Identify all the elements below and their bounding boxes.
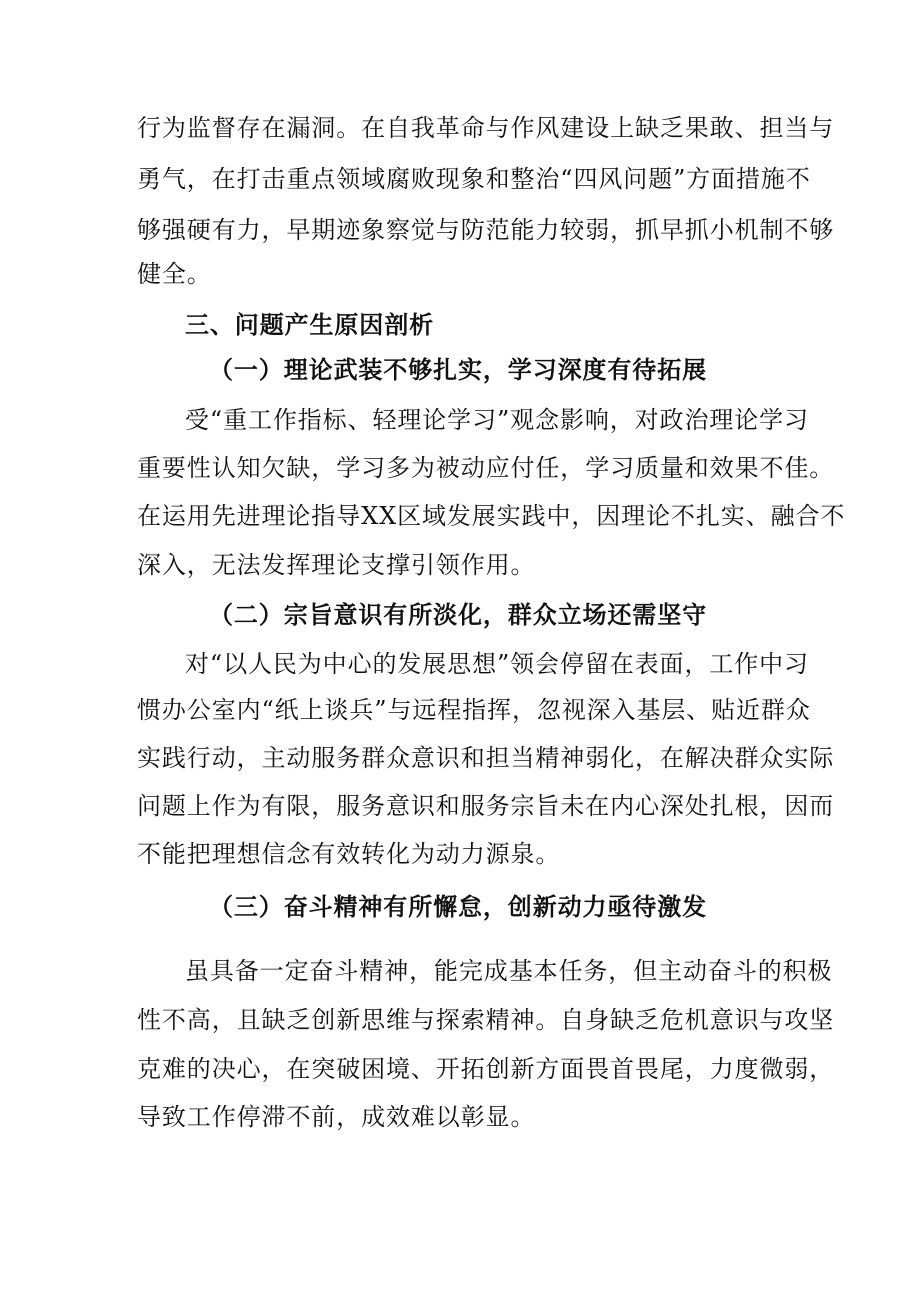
subsection-3-line-2: 性不高，且缺乏创新思维与探索精神。自身缺乏危机意识与攻坚 <box>137 1006 835 1034</box>
subsection-1-heading: （一）理论武装不够扎实，学习深度有待拓展 <box>209 355 707 384</box>
paragraph-1-line-4: 健全。 <box>137 260 212 288</box>
paragraph-1-line-2: 勇气，在打击重点领域腐败现象和整治“四风问题”方面措施不 <box>137 165 811 193</box>
subsection-2-line-5: 不能把理想信念有效转化为动力源泉。 <box>137 840 561 868</box>
subsection-1-line-4: 深入，无法发挥理论支撑引领作用。 <box>137 551 536 579</box>
subsection-2-line-3: 实践行动，主动服务群众意识和担当精神弱化，在解决群众实际 <box>137 744 835 772</box>
subsection-2-line-4: 问题上作为有限，服务意识和服务宗旨未在内心深处扎根，因而 <box>137 792 835 820</box>
subsection-2-line-1: 对“以人民为中心的发展思想”领会停留在表面，工作中习 <box>185 650 809 678</box>
subsection-1-line-1: 受“重工作指标、轻理论学习”观念影响，对政治理论学习 <box>185 406 809 434</box>
subsection-1-line-3: 在运用先进理论指导XX区域发展实践中，因理论不扎实、融合不 <box>137 502 846 530</box>
subsection-3-line-4: 导致工作停滞不前，成效难以彰显。 <box>137 1103 536 1131</box>
subsection-2-heading: （二）宗旨意识有所淡化，群众立场还需坚守 <box>209 600 707 629</box>
subsection-3-heading: （三）奋斗精神有所懈怠，创新动力亟待激发 <box>209 892 707 921</box>
subsection-3-line-3: 克难的决心，在突破困境、开拓创新方面畏首畏尾，力度微弱， <box>137 1055 835 1083</box>
subsection-1-line-2: 重要性认知欠缺，学习多为被动应付任，学习质量和效果不佳。 <box>137 454 835 482</box>
subsection-3-line-1: 虽具备一定奋斗精神，能完成基本任务，但主动奋斗的积极 <box>185 957 833 985</box>
paragraph-1-line-3: 够强硬有力，早期迹象察觉与防范能力较弱，抓早抓小机制不够 <box>137 216 835 244</box>
section-heading: 三、问题产生原因剖析 <box>185 310 434 339</box>
paragraph-1-line-1: 行为监督存在漏洞。在自我革命与作风建设上缺乏果敢、担当与 <box>137 114 835 142</box>
subsection-2-line-2: 惯办公室内“纸上谈兵”与远程指挥，忽视深入基层、贴近群众 <box>137 696 811 724</box>
